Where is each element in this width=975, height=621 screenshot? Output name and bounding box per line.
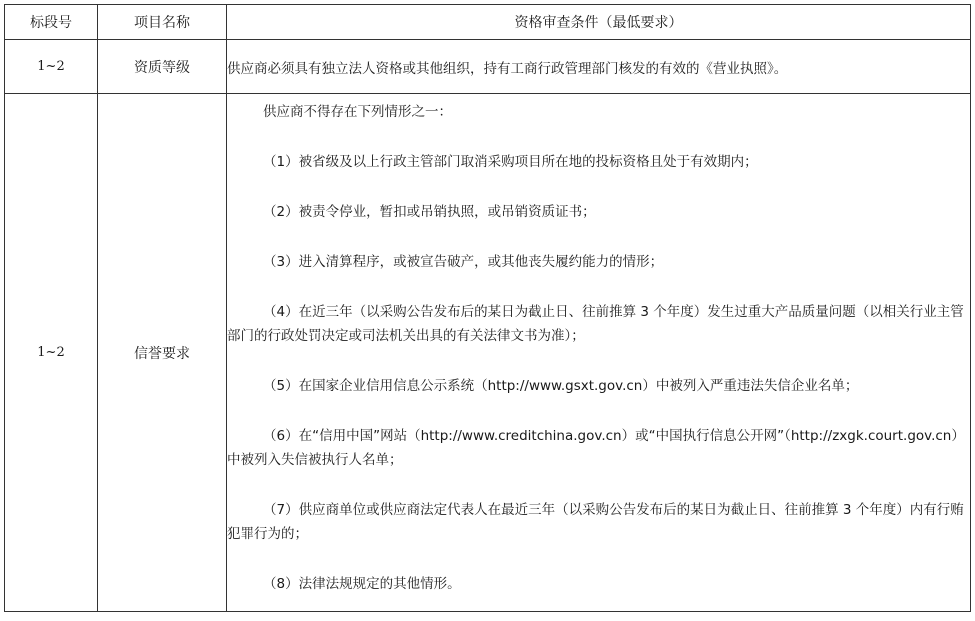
condition-item-1: （1）被省级及以上行政主管部门取消采购项目所在地的投标资格且处于有效期内；	[263, 154, 758, 170]
header-row	[5, 5, 971, 40]
condition-item-6: （6）在“信用中国”网站（http://www.creditchina.gov.cn）或“中国执行信息公开网”（http://zxgk.court.gov.cn）中被列入失信被执行人名单；	[227, 428, 965, 468]
table-row	[5, 40, 971, 94]
condition-item-2: （2）被责令停业，暂扣或吊销执照，或吊销资质证书；	[263, 204, 596, 220]
item-name-cell: 信誉要求	[98, 94, 227, 612]
header-item-name: 项目名称	[98, 5, 227, 40]
condition-item-7: （7）供应商单位或供应商法定代表人在最近三年（以采购公告发布后的某日为截止日、往前推算 3 个年度）内有行贿犯罪行为的；	[227, 502, 964, 542]
section-no-cell: 1~2	[5, 40, 98, 94]
condition-intro: 供应商不得存在下列情形之一：	[263, 104, 452, 120]
header-section-no: 标段号	[5, 5, 98, 40]
condition-cell	[227, 94, 971, 612]
condition-item-5: （5）在国家企业信用信息公示系统（http://www.gsxt.gov.cn）中被列入严重违法失信企业名单；	[263, 378, 859, 394]
condition-cell: 供应商必须具有独立法人资格或其他组织，持有工商行政管理部门核发的有效的《营业执照》。	[227, 40, 971, 94]
condition-item-4: （4）在近三年（以采购公告发布后的某日为截止日、往前推算 3 个年度）发生过重大产品质量问题（以相关行业主管部门的行政处罚决定或司法机关出具的有关法律文书为准）；	[227, 304, 964, 344]
condition-item-8: （8）法律法规规定的其他情形。	[263, 576, 461, 592]
condition-item-3: （3）进入清算程序，或被宣告破产，或其他丧失履约能力的情形；	[263, 254, 664, 270]
header-conditions: 资格审查条件（最低要求）	[227, 5, 971, 40]
qualification-table	[4, 4, 971, 612]
item-name-cell: 资质等级	[98, 40, 227, 94]
section-no-cell: 1~2	[5, 94, 98, 612]
table-row	[5, 94, 971, 612]
